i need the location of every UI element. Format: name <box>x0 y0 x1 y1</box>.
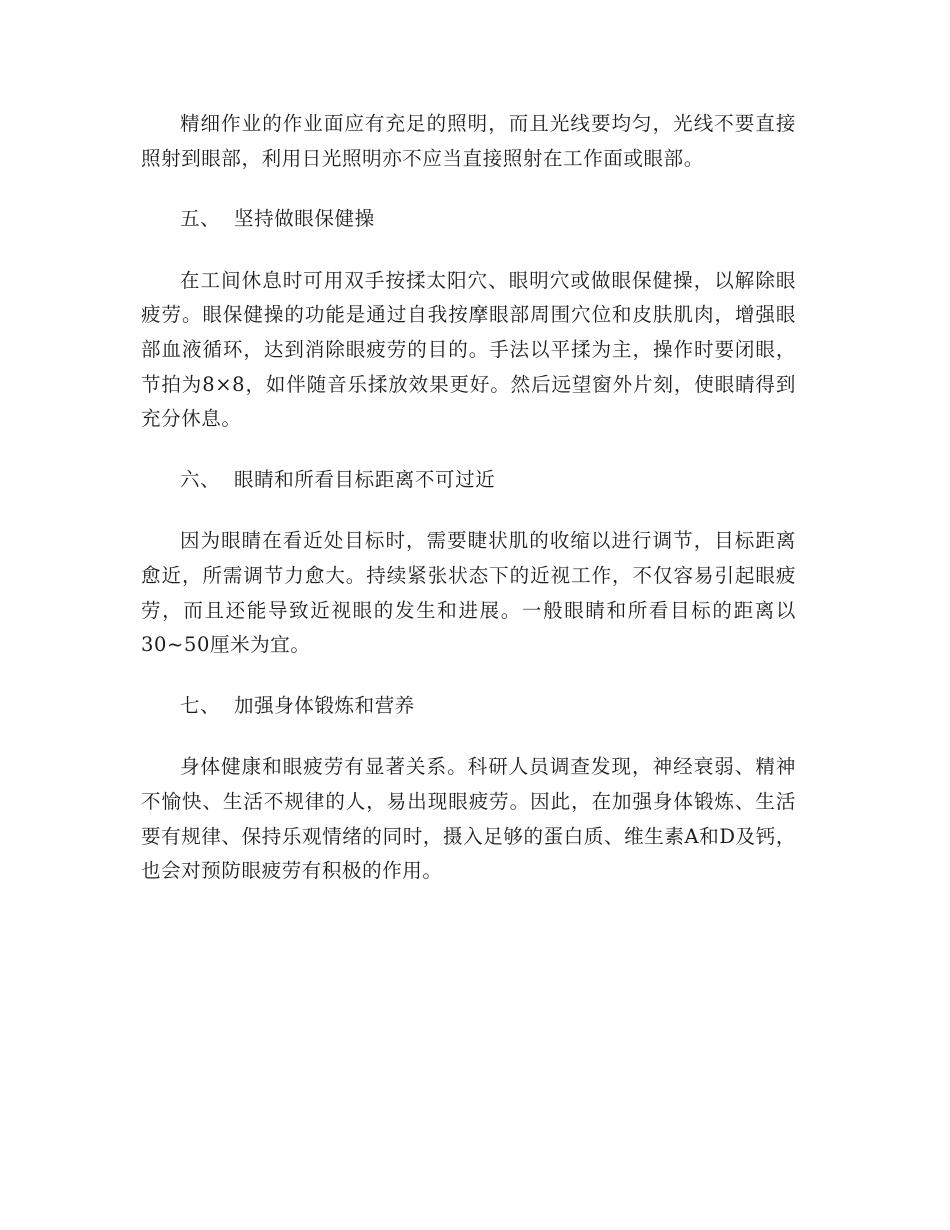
section-heading-6 <box>141 463 796 498</box>
paragraph-exercise-nutrition: 身体健康和眼疲劳有显著关系。科研人员调查发现，神经衰弱、精神不愉快、生活不规律的人，易出现眼疲劳。因此，在加强身体锻炼、生活要有规律、保持乐观情绪的同时，摄入足够的蛋白质、维生素A和D及钙，也会对预防眼疲劳有积极的作用。 <box>141 755 796 883</box>
section-heading-7 <box>141 689 796 724</box>
paragraph-eye-exercise: 在工间休息时可用双手按揉太阳穴、眼明穴或做眼保健操，以解除眼疲劳。眼保健操的功能是通过自我按摩眼部周围穴位和皮肤肌肉，增强眼部血液循环，达到消除眼疲劳的目的。手法以平揉为主，操作时要闭眼，节拍为8×8，如伴随音乐揉放效果更好。然后远望窗外片刻，使眼睛得到充分休息。 <box>141 268 796 431</box>
paragraph-lighting: 精细作业的作业面应有充足的照明，而且光线要均匀，光线不要直接照射到眼部，利用日光照明亦不应当直接照射在工作面或眼部。 <box>141 112 796 170</box>
section-number: 六、 <box>180 467 221 491</box>
document-body <box>141 107 796 915</box>
paragraph-viewing-distance: 因为眼睛在看近处目标时，需要睫状肌的收缩以进行调节，目标距离愈近，所需调节力愈大。持续紧张状态下的近视工作，不仅容易引起眼疲劳，而且还能导致近视眼的发生和进展。一般眼睛和所看目标的距离以30~50厘米为宜。 <box>141 529 796 657</box>
section-heading-5 <box>141 202 796 237</box>
section-title: 眼睛和所看目标距离不可过近 <box>234 467 496 491</box>
section-title: 坚持做眼保健操 <box>234 207 375 231</box>
section-number: 五、 <box>180 207 221 231</box>
section-number: 七、 <box>180 693 221 717</box>
section-title: 加强身体锻炼和营养 <box>234 693 415 717</box>
